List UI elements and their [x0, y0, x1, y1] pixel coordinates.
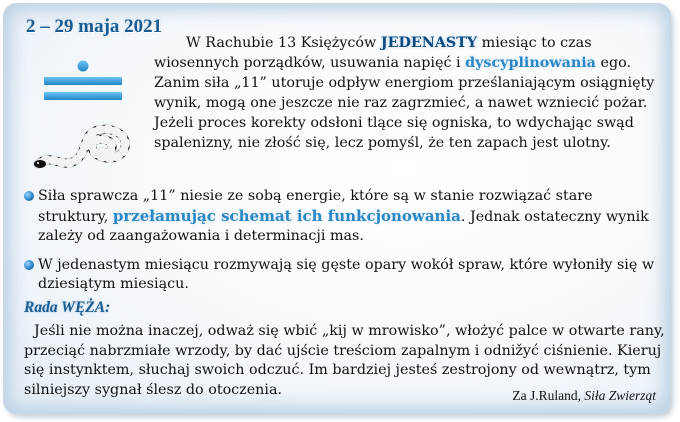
snake-icon — [32, 112, 140, 174]
mayan-number-eleven-icon — [42, 60, 124, 112]
intro-text-part2: miesiąc to czas wiosennych porządków, usuwania napięć i — [154, 35, 592, 71]
intro-paragraph — [154, 33, 664, 153]
bullet-dot-icon — [24, 260, 34, 270]
bullet-1-text-before: Siła sprawcza „11” niesie ze sobą energie, które są w stanie rozwiązać stare struktury, — [38, 188, 593, 225]
bullet-list — [24, 187, 666, 304]
bullet-1-text-after: . Jednak ostateczny wynik zależy od zaangażowania i determinacji mas. — [38, 208, 649, 244]
bullet-dot-icon — [24, 191, 34, 201]
advice-paragraph: Jeśli nie można inaczej, odważ się wbić „kij w mrowisko”, włożyć palce w otwarte rany, przeciąć nabrzmiałe wrzody, by dać ujście treściom zapalnym i odnižyć ciśnienie. Kieruj się instynktem, słuchaj swoich odczuć. Im bardziej jesteś zestrojony od wewnątrz, tym silniejszy sygnał ślesz do otoczenia. — [24, 323, 665, 398]
intro-text-part3: ego. Zanim siła „11” utoruje odpływ energiom prześlaniającym osiągnięty wynik, mogą one jeszcze nie raz zagrzmieć, a nawet wzniecić pożar. Jeżeli proces korekty odsłoni tlące się ogniska, to wdychając swąd spalenizny, nie złość się, lecz pomyśl, że ten zapach jest ulotny. — [154, 55, 655, 151]
intro-highlight-dyscyplinowania: dyscyplinowania — [465, 55, 596, 71]
calendar-card — [4, 4, 670, 413]
date-heading: 2 – 29 maja 2021 — [26, 16, 163, 37]
source-prefix: Za J.Ruland, — [512, 388, 585, 403]
intro-text-part1: W Rachubie 13 Księżyców — [186, 35, 381, 51]
source-citation — [512, 388, 656, 404]
advice-heading: Rada WĘŻA: — [24, 299, 111, 316]
bullet-item-2 — [24, 256, 666, 295]
intro-highlight-jedenasty: JEDENASTY — [380, 35, 478, 51]
bullet-item-1 — [24, 187, 666, 247]
bullet-1-highlight: przełamując schemat ich funkcjonowania — [112, 206, 461, 225]
bullet-2-text: W jedenastym miesiącu rozmywają się gęste opary wokół spraw, które wyłoniły się w dziesiątym miesiącu. — [38, 256, 655, 292]
source-title: Siła Zwierząt — [584, 388, 656, 403]
